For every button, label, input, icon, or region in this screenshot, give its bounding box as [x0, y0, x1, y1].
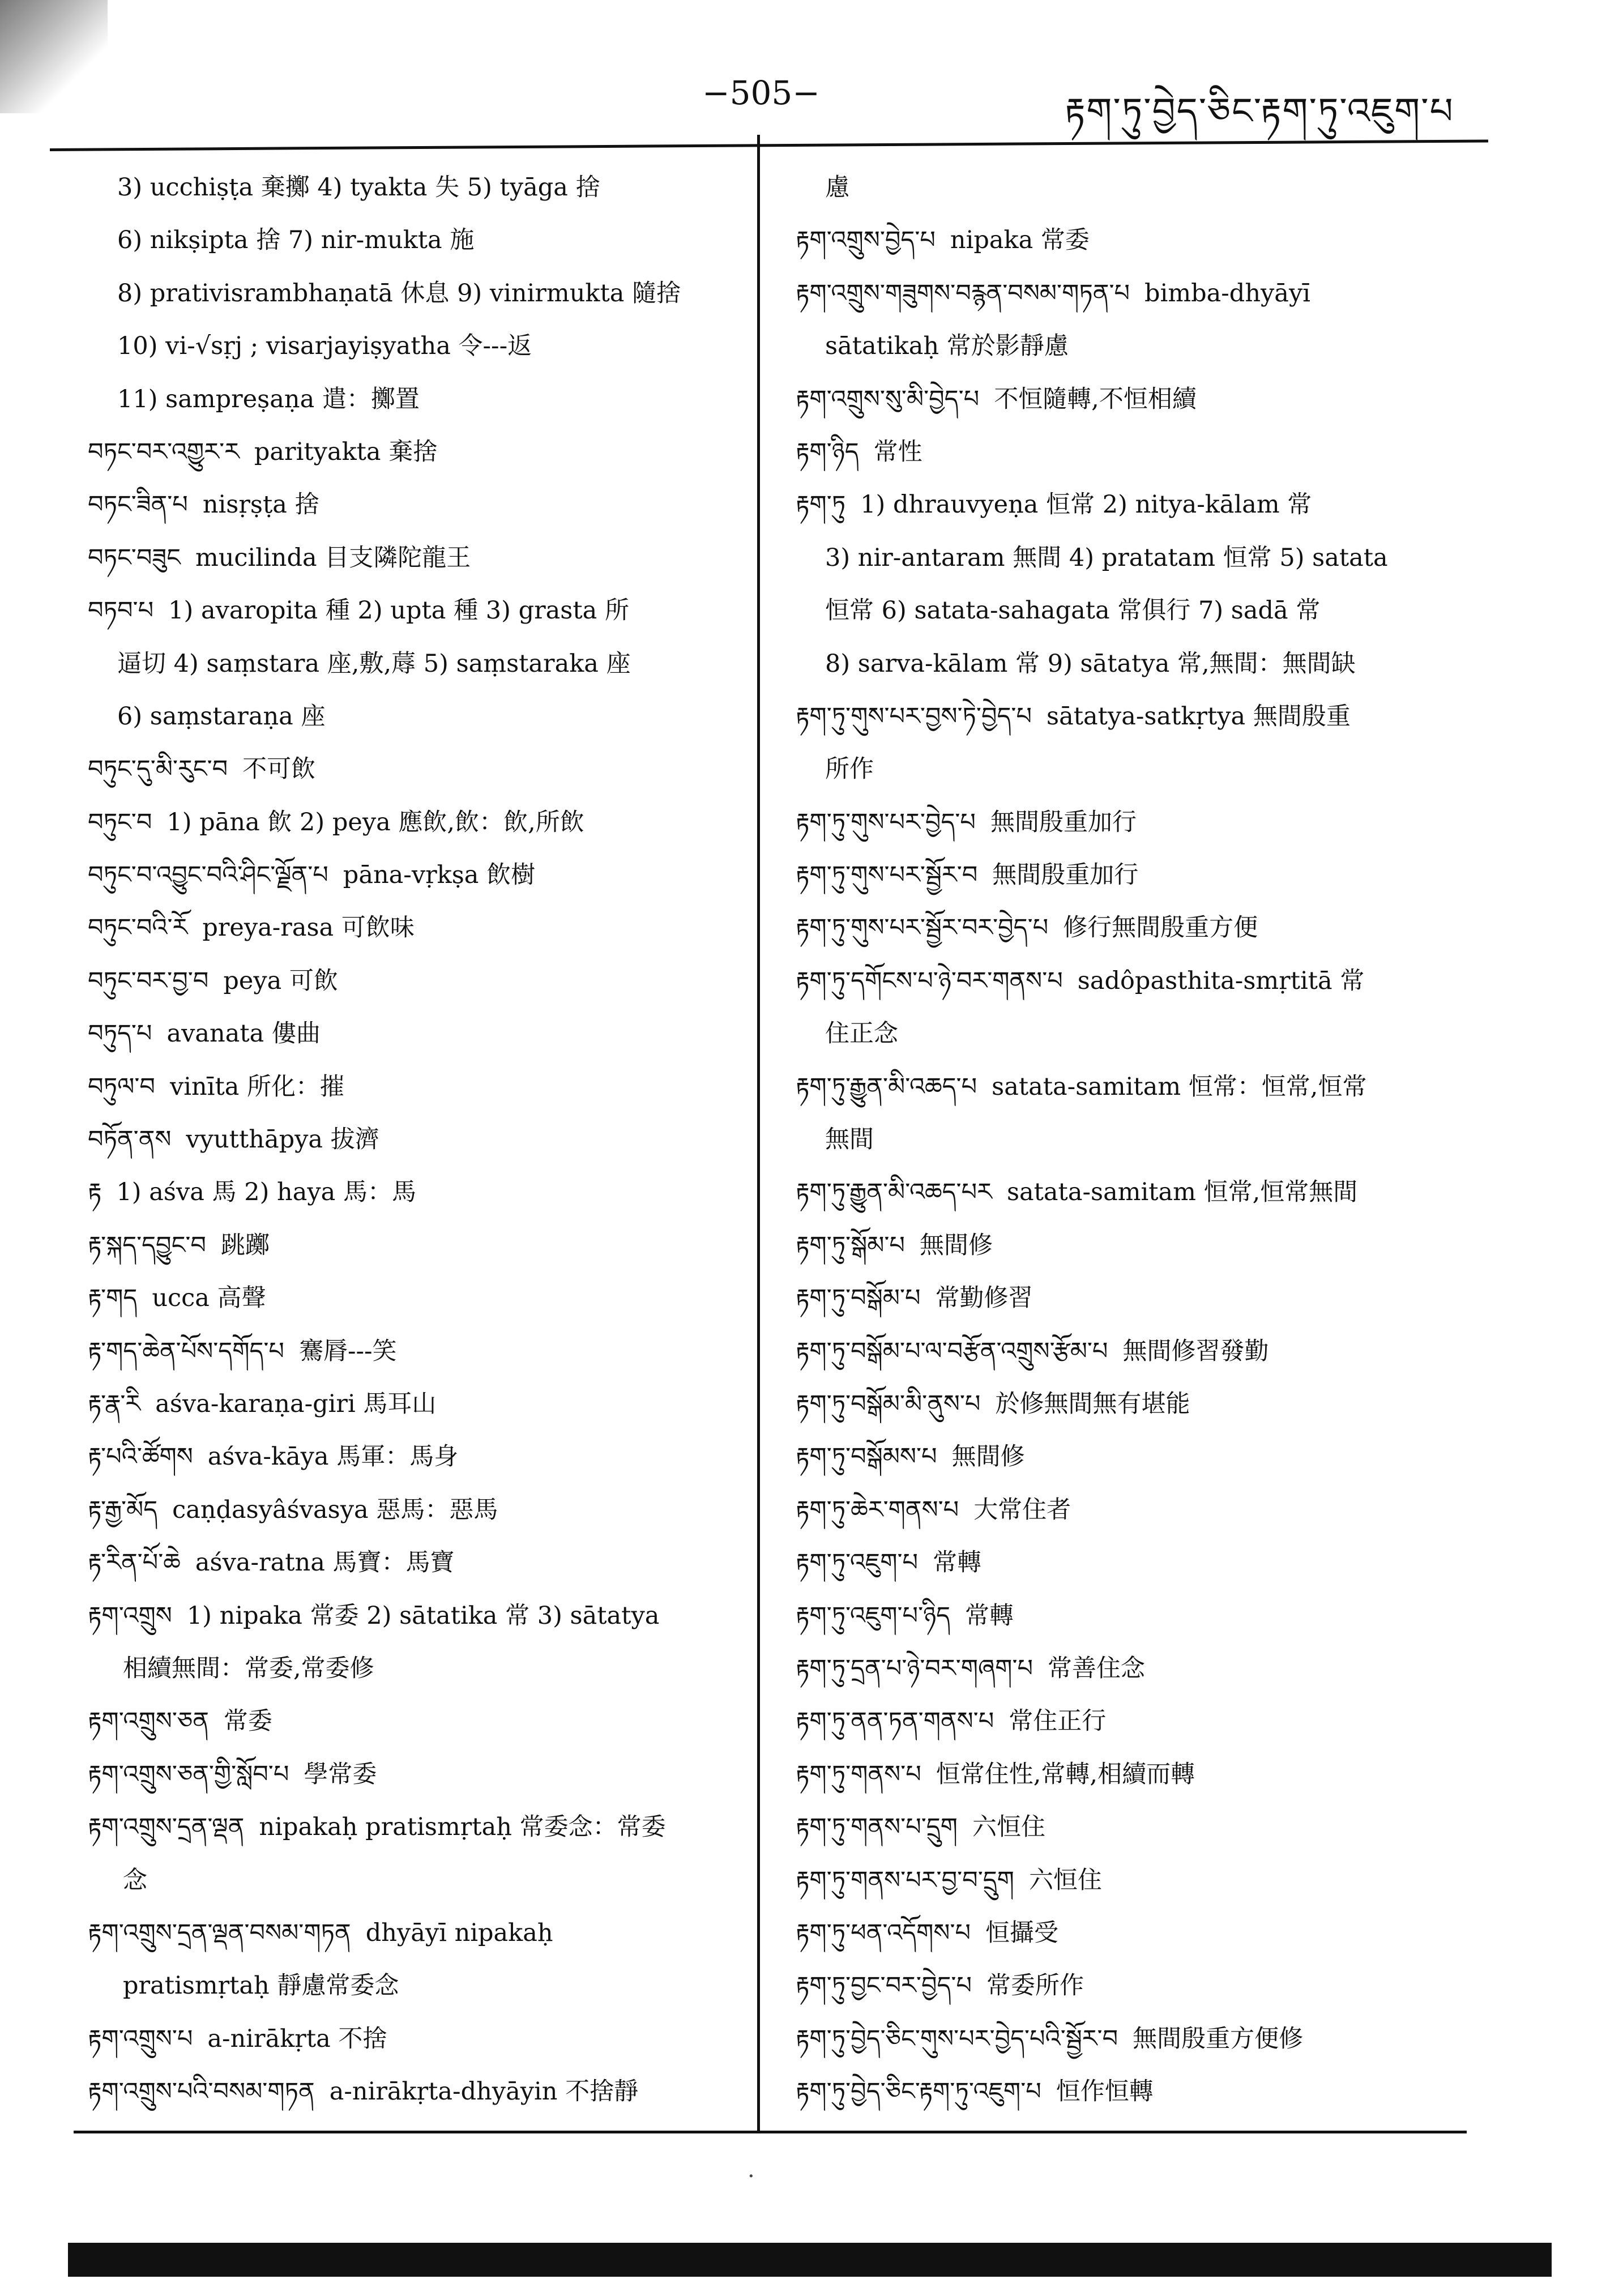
entry-gloss: 恒攝受 [985, 1918, 1059, 1947]
dictionary-entry-line [88, 1272, 753, 1325]
tibetan-headword: རྟ་པའི་ཚོགས [88, 1443, 193, 1471]
column-divider [757, 135, 760, 2133]
dictionary-entry-line [88, 743, 753, 796]
tibetan-headword: རྟག་ཏུ་ནན་ཏན་གནས་པ [796, 1707, 994, 1736]
dictionary-entry-line [88, 2013, 753, 2065]
entry-gloss: 1) dhrauvyeṇa 恒常 2) nitya-kālam 常 [860, 490, 1312, 519]
dictionary-entry-line [88, 1484, 753, 1537]
tibetan-headword: རྟ་གད་ཆེན་པོས་དགོད་པ [88, 1337, 284, 1365]
dictionary-entry-line [796, 1484, 1484, 1537]
entry-gloss: 3) ucchiṣṭa 棄擲 4) tyakta 失 5) tyāga 捨 [117, 173, 600, 202]
dictionary-entry-line [88, 1378, 753, 1431]
dictionary-entry-line [88, 690, 753, 743]
dictionary-entry-line [796, 1166, 1484, 1219]
dictionary-entry-line [88, 426, 753, 479]
dictionary-entry-line [796, 955, 1484, 1008]
tibetan-headword: རྟ་རྣ་རི [88, 1389, 141, 1418]
entry-gloss: 常勤修習 [935, 1284, 1033, 1313]
dictionary-entry-line [796, 1960, 1484, 2012]
entry-gloss: pāna-vṛkṣa 飲樹 [343, 861, 536, 890]
entry-gloss: 修行無間殷重方便 [1063, 914, 1258, 942]
tibetan-headword: རྟག་ཏུ་ཕན་འདོགས་པ [796, 1918, 971, 1947]
tibetan-headword: རྟག་ཏུ་བསྒོམ་པ་ལ་བརྩོན་འགྲུས་རྩོམ་པ [796, 1337, 1108, 1365]
tibetan-headword: རྟག་འགྲུས་བྱེད་པ [796, 226, 936, 255]
dictionary-entry-line [88, 955, 753, 1008]
entry-gloss: 常委所作 [986, 1971, 1084, 2000]
scan-speck: · [748, 2163, 755, 2190]
entry-gloss: 3) nir-antaram 無間 4) pratatam 恒常 5) satata [825, 543, 1388, 572]
dictionary-entry-line [796, 1695, 1484, 1748]
dictionary-entry-line [88, 1431, 753, 1483]
dictionary-entry-line [796, 2065, 1484, 2118]
entry-gloss: nipaka 常委 [950, 226, 1090, 255]
tibetan-headword: རྟག་ཏུ་དགོངས་པ་ཉེ་བར་གནས་པ [796, 966, 1063, 995]
entry-gloss: satata-samitam 恒常：恒常,恒常 [992, 1072, 1367, 1101]
dictionary-entry-line [88, 1325, 753, 1378]
entry-gloss: 6) nikṣipta 捨 7) nir-mukta 施 [117, 226, 475, 255]
tibetan-headword: བཏང་བཟུང [88, 543, 181, 572]
tibetan-headword: རྟག་ཏུ་བྱེད་ཅིང་རྟག་ཏུ་འཇུག་པ [796, 2077, 1041, 2106]
tibetan-headword: རྟག་ཏུ་བསྒོམ་པ [796, 1284, 921, 1313]
entry-gloss: 6) saṃstaraṇa 座 [117, 702, 326, 731]
entry-gloss: 無間 [825, 1125, 874, 1154]
entry-gloss: nipakaḥ pratismṛtaḥ 常委念：常委 [259, 1813, 666, 1842]
entry-gloss: ucca 高聲 [152, 1284, 266, 1313]
dictionary-entry-line [796, 1748, 1484, 1801]
dictionary-entry-line [796, 1061, 1484, 1113]
entry-gloss: satata-samitam 恒常,恒常無間 [1006, 1178, 1358, 1207]
entry-gloss: 常轉 [933, 1548, 982, 1577]
entry-gloss: a-nirākṛta-dhyāyin 不捨靜 [329, 2077, 639, 2106]
entry-gloss: 常住正行 [1009, 1707, 1107, 1736]
entry-gloss: 無間殷重加行 [992, 861, 1139, 890]
tibetan-headword: རྟག་ཉིད [796, 437, 859, 466]
dictionary-entry-line [796, 743, 1484, 796]
dictionary-entry-line [88, 1960, 753, 2012]
entry-gloss: aśva-kāya 馬軍：馬身 [207, 1443, 459, 1471]
tibetan-headword: རྟ་གད [88, 1284, 138, 1313]
entry-gloss: 六恒住 [972, 1813, 1045, 1842]
entry-gloss: caṇḍasyâśvasya 惡馬：惡馬 [172, 1495, 498, 1524]
bottom-rule [74, 2131, 1467, 2133]
entry-gloss: 大常住者 [973, 1495, 1071, 1524]
dictionary-entry-line [88, 1166, 753, 1219]
entry-gloss: vyutthāpya 拔濟 [186, 1125, 379, 1154]
dictionary-entry-line [796, 1642, 1484, 1695]
dictionary-entry-line [88, 849, 753, 902]
entry-gloss: 1) aśva 馬 2) haya 馬：馬 [116, 1178, 416, 1207]
entry-gloss: 8) prativisrambhaṇatā 休息 9) vinirmukta 隨捨 [117, 279, 681, 308]
entry-gloss: 無間殷重方便修 [1133, 2024, 1304, 2053]
tibetan-headword: རྟག་ཏུ་སྒོམ་པ [796, 1231, 905, 1260]
entry-gloss: aśva-ratna 馬寶：馬寶 [195, 1548, 455, 1577]
tibetan-headword: བཏང་ཟིན་པ [88, 490, 188, 519]
tibetan-headword: བཏབ་པ [88, 596, 154, 625]
entry-gloss: mucilinda 目支隣陀龍王 [195, 543, 471, 572]
dictionary-entry-line [796, 373, 1484, 426]
tibetan-headword: རྟག་འགྲུས་དྲན་ལྡན་བསམ་གཏན [88, 1918, 351, 1947]
tibetan-headword: རྟག་འགྲུས་ཅན [88, 1707, 209, 1736]
entry-gloss: 無間修 [951, 1443, 1025, 1471]
entry-gloss: 於修無間無有堪能 [995, 1389, 1190, 1418]
dictionary-entry-line [796, 426, 1484, 479]
entry-gloss: 無間殷重加行 [990, 808, 1137, 837]
entry-gloss: avanata 僂曲 [166, 1019, 321, 1048]
dictionary-entry-line [796, 690, 1484, 743]
dictionary-entry-line [796, 214, 1484, 267]
tibetan-headword: རྟག་ཏུ་གུས་པར་བྱེད་པ [796, 808, 976, 837]
dictionary-entry-line [796, 849, 1484, 902]
dictionary-entry-line [796, 479, 1484, 531]
dictionary-entry-line [88, 320, 753, 373]
tibetan-headword: རྟག་འགྲུས [88, 1601, 172, 1630]
entry-gloss: 相續無間：常委,常委修 [123, 1654, 374, 1683]
entry-gloss: 常性 [873, 437, 922, 466]
dictionary-entry-line [796, 1801, 1484, 1854]
tibetan-headword: བཏོན་ནས [88, 1125, 172, 1154]
dictionary-entry-line [796, 1537, 1484, 1589]
tibetan-headword: རྟ་རྒྱ་མོད [88, 1495, 158, 1524]
tibetan-headword: བཏུང་བའི་རོ [88, 914, 188, 942]
tibetan-headword: རྟག་འགྲུས་ཅན་གྱི་སློབ་པ [88, 1760, 289, 1789]
entry-gloss: 恒作恒轉 [1056, 2077, 1154, 2106]
entry-gloss: dhyāyī nipakaḥ [365, 1918, 553, 1947]
tibetan-headword: རྟ [88, 1178, 102, 1207]
tibetan-headword: རྟག་ཏུ་རྒྱུན་མི་འཆད་པ [796, 1072, 977, 1101]
entry-gloss: 1) avaropita 種 2) upta 種 3) grasta 所 [168, 596, 629, 625]
dictionary-entry-line [796, 267, 1484, 320]
scan-edge-bar [68, 2243, 1552, 2277]
entry-gloss: a-nirākṛta 不捨 [207, 2024, 387, 2053]
dictionary-entry-line [88, 1801, 753, 1854]
entry-gloss: 不可飲 [242, 755, 316, 784]
tibetan-headword: རྟག་ཏུ་གནས་པ་དྲུག [796, 1813, 958, 1842]
tibetan-headword: བཏུང་བ་འབྱུང་བའི་ཤིང་ལྗོན་པ [88, 861, 328, 890]
entry-gloss: 慮 [825, 173, 849, 202]
right-column [796, 161, 1484, 2118]
entry-gloss: 所作 [825, 755, 874, 784]
tibetan-headword: རྟག་ཏུ་གནས་པར་བྱ་བ་དྲུག [796, 1866, 1014, 1894]
entry-gloss: parityakta 棄捨 [254, 437, 438, 466]
tibetan-headword: རྟག་འགྲུས་པའི་བསམ་གཏན [88, 2077, 315, 2106]
tibetan-headword: རྟག་འགྲུས་པ [88, 2024, 193, 2053]
tibetan-headword: བཏུལ་བ [88, 1072, 155, 1101]
tibetan-headword: རྟག་ཏུ་གུས་པར་སྦྱོར་བ [796, 861, 978, 890]
entry-gloss: 10) vi-√sṛj ; visarjayiṣyatha 令---返 [117, 332, 532, 361]
dictionary-entry-line [88, 902, 753, 954]
dictionary-entry-line [88, 1061, 753, 1113]
entry-gloss: aśva-karaṇa-giri 馬耳山 [155, 1389, 437, 1418]
entry-gloss: 逼切 4) saṃstara 座,敷,蓐 5) saṃstaraka 座 [117, 649, 631, 678]
tibetan-headword: བཏང་བར་འགྱུར་ར [88, 437, 240, 466]
dictionary-entry-line [88, 1590, 753, 1642]
page-number: −505− [702, 74, 820, 112]
entry-gloss: 11) sampreṣaṇa 遣：擲置 [117, 385, 420, 413]
tibetan-headword: བཏུང་དུ་མི་རུང་བ [88, 755, 228, 784]
entry-gloss: 念 [123, 1866, 147, 1894]
dictionary-entry-line [88, 638, 753, 690]
dictionary-entry-line [796, 1219, 1484, 1272]
entry-gloss: 8) sarva-kālam 常 9) sātatya 常,無間：無間缺 [825, 649, 1356, 678]
left-column [88, 161, 753, 2118]
entry-gloss: bimba-dhyāyī [1144, 279, 1310, 308]
dictionary-entry-line [796, 320, 1484, 373]
entry-gloss: sātatya-satkṛtya 無間殷重 [1047, 702, 1351, 731]
tibetan-headword: རྟ་རིན་པོ་ཆེ [88, 1548, 181, 1577]
dictionary-entry-line [88, 532, 753, 584]
dictionary-entry-line [796, 902, 1484, 954]
dictionary-entry-line [796, 1431, 1484, 1483]
dictionary-entry-line [88, 1695, 753, 1748]
tibetan-headword: རྟག་ཏུ་གུས་པར་སྦྱོར་བར་བྱེད་པ [796, 914, 1049, 942]
entry-gloss: 學常委 [304, 1760, 377, 1789]
entry-gloss: 常委 [223, 1707, 272, 1736]
entry-gloss: 1) nipaka 常委 2) sātatika 常 3) sātatya [186, 1601, 660, 1630]
dictionary-entry-line [88, 1854, 753, 1907]
dictionary-entry-line [88, 1748, 753, 1801]
entry-gloss: 無間修 [919, 1231, 993, 1260]
entry-gloss: vinīta 所化：摧 [169, 1072, 345, 1101]
entry-gloss: 恒常住性,常轉,相續而轉 [936, 1760, 1195, 1789]
entry-gloss: 常善住念 [1048, 1654, 1146, 1683]
dictionary-entry-line [88, 1008, 753, 1060]
entry-gloss: 1) pāna 飲 2) peya 應飲,飲：飲,所飲 [166, 808, 584, 837]
dictionary-entry-line [796, 1272, 1484, 1325]
tibetan-headword: རྟག་ཏུ་དྲན་པ་ཉེ་བར་གཞག་པ [796, 1654, 1033, 1683]
entry-gloss: 常轉 [965, 1601, 1014, 1630]
tibetan-headword: བཏུང་བ [88, 808, 152, 837]
dictionary-entry-line [88, 479, 753, 531]
tibetan-headword: རྟག་འགྲུས་སུ་མི་བྱེད་པ [796, 385, 980, 413]
dictionary-entry-line [796, 638, 1484, 690]
scan-corner-smudge [0, 0, 108, 113]
tibetan-headword: རྟག་ཏུ་འཇུག་པ [796, 1548, 919, 1577]
dictionary-entry-line [88, 1113, 753, 1166]
entry-gloss: 住正念 [825, 1019, 898, 1048]
dictionary-entry-line [796, 161, 1484, 214]
entry-gloss: sātatikaḥ 常於影靜慮 [825, 332, 1069, 361]
entry-gloss: sadôpasthita-smṛtitā 常 [1077, 966, 1365, 995]
dictionary-entry-line [796, 532, 1484, 584]
dictionary-entry-line [796, 1008, 1484, 1060]
dictionary-entry-line [796, 1378, 1484, 1431]
tibetan-headword: བཏུང་བར་བྱ་བ [88, 966, 209, 995]
dictionary-entry-line [796, 1907, 1484, 1960]
entry-gloss: 跳躑 [220, 1231, 270, 1260]
entry-gloss: 騫脣---笑 [298, 1337, 397, 1365]
dictionary-entry-line [796, 796, 1484, 849]
dictionary-entry-line [88, 267, 753, 320]
dictionary-entry-line [88, 373, 753, 426]
tibetan-headword: རྟག་ཏུ་འཇུག་པ་ཉིད [796, 1601, 951, 1630]
entry-gloss: 六恒住 [1028, 1866, 1102, 1894]
tibetan-headword: རྟག་ཏུ་རྒྱུན་མི་འཆད་པར [796, 1178, 992, 1207]
tibetan-headword: རྟག་ཏུ་བྱང་བར་བྱེད་པ [796, 1971, 972, 2000]
tibetan-headword: རྟག་ཏུ [796, 490, 846, 519]
dictionary-entry-line [796, 1325, 1484, 1378]
dictionary-entry-line [88, 2065, 753, 2118]
dictionary-entry-line [796, 584, 1484, 637]
tibetan-headword: རྟག་ཏུ་གནས་པ [796, 1760, 921, 1789]
running-head: རྟག་ཏུ་བྱེད་ཅིང་རྟག་ཏུ་འཇུག་པ [1065, 91, 1454, 133]
dictionary-entry-line [796, 2013, 1484, 2065]
tibetan-headword: རྟ་སྐད་དབྱུང་བ [88, 1231, 206, 1260]
entry-gloss: 無間修習發勤 [1122, 1337, 1269, 1365]
dictionary-entry-line [88, 584, 753, 637]
dictionary-entry-line [88, 1219, 753, 1272]
dictionary-entry-line [796, 1590, 1484, 1642]
entry-gloss: pratismṛtaḥ 靜慮常委念 [123, 1971, 399, 2000]
dictionary-entry-line [88, 214, 753, 267]
tibetan-headword: བཏུད་པ [88, 1019, 152, 1048]
tibetan-headword: རྟག་འགྲུས་གཟུགས་བརྙན་བསམ་གཏན་པ [796, 279, 1130, 308]
tibetan-headword: རྟག་ཏུ་བྱེད་ཅིང་གུས་པར་བྱེད་པའི་སྦྱོར་བ [796, 2024, 1118, 2053]
entry-gloss: nisṛṣṭa 捨 [202, 490, 319, 519]
dictionary-entry-line [88, 1642, 753, 1695]
tibetan-headword: རྟག་ཏུ་གུས་པར་བྱས་ཏེ་བྱེད་པ [796, 702, 1032, 731]
dictionary-entry-line [88, 1537, 753, 1589]
tibetan-headword: རྟག་ཏུ་བསྒོམས་པ [796, 1443, 937, 1471]
dictionary-entry-line [88, 161, 753, 214]
dictionary-entry-line [796, 1113, 1484, 1166]
entry-gloss: preya-rasa 可飲味 [202, 914, 415, 942]
tibetan-headword: རྟག་ཏུ་བསྒོམ་མི་ནུས་པ [796, 1389, 981, 1418]
dictionary-entry-line [796, 1854, 1484, 1907]
tibetan-headword: རྟག་ཏུ་ཆེར་གནས་པ [796, 1495, 959, 1524]
tibetan-headword: རྟག་འགྲུས་དྲན་ལྡན [88, 1813, 245, 1842]
entry-gloss: 不恒隨轉,不恒相續 [994, 385, 1197, 413]
dictionary-entry-line [88, 796, 753, 849]
dictionary-entry-line [88, 1907, 753, 1960]
entry-gloss: peya 可飲 [223, 966, 338, 995]
entry-gloss: 恒常 6) satata-sahagata 常俱行 7) sadā 常 [825, 596, 1321, 625]
